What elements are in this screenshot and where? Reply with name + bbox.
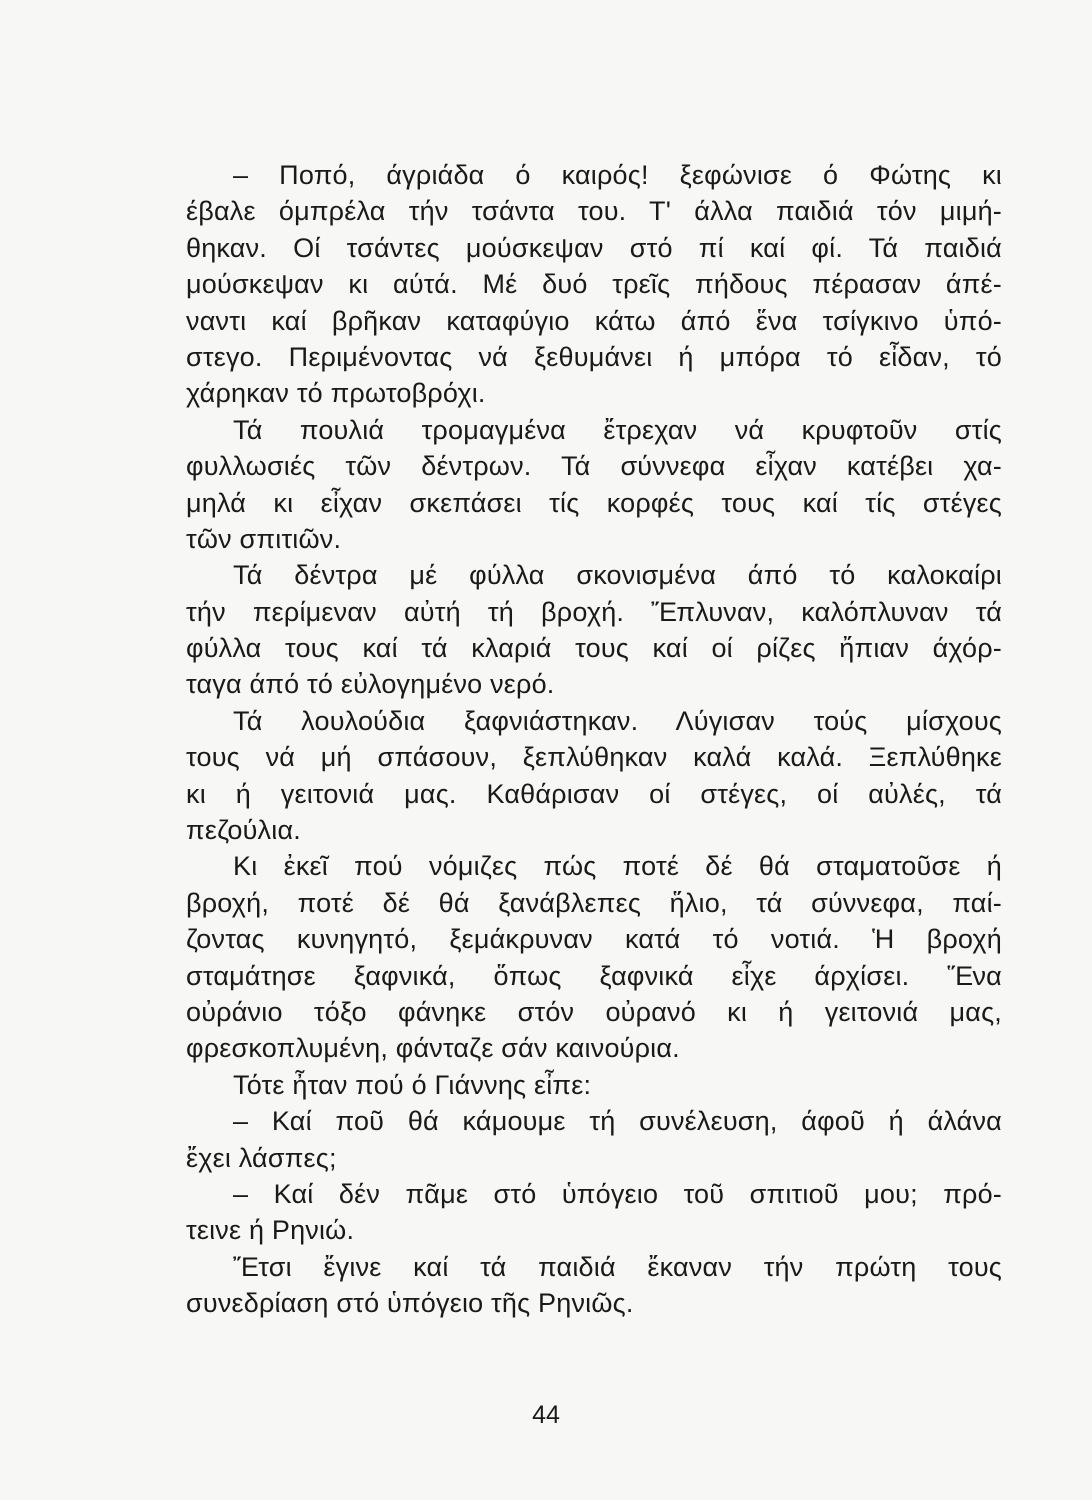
text-line: ἔχει λάσπες; [186,1142,337,1173]
text-line: ταγα άπό τό εὐλογημένο νερό. [186,669,555,700]
text-line: σταμάτησε ξαφνικά, ὅπως ξαφνικά εἶχε άρχίσει. Ἕνα [186,960,1002,991]
text-line: φρεσκοπλυμένη, φάνταζε σάν καινούρια. [186,1033,680,1064]
text-line: – Ποπό, άγριάδα ό καιρός! ξεφώνισε ό Φώτης κι [233,160,1002,190]
text-line: ναντι καί βρῆκαν καταφύγιο κάτω άπό ἕνα τσίγκινο ὑπό- [186,305,1002,336]
body-text [186,157,1002,1322]
text-line: τους νά μή σπάσουν, ξεπλύθηκαν καλά καλά. Ξεπλύθηκε [186,742,1002,773]
text-line: Τότε ἦταν πού ό Γιάννης εἶπε: [233,1069,592,1100]
text-line: Τά λουλούδια ξαφνιάστηκαν. Λύγισαν τούς μίσχους [233,705,1002,736]
text-line: Τά πουλιά τρομαγμένα ἔτρεχαν νά κρυφτοῦν στίς [233,414,1002,445]
text-line: τῶν σπιτιῶν. [186,523,342,554]
text-line: τήν περίμεναν αὐτή τή βροχή. Ἔπλυναν, καλόπλυναν τά [186,596,1002,627]
text-line: πεζούλια. [186,815,301,846]
text-line: συνεδρίαση στό ὑπόγειο τῆς Ρηνιῶς. [186,1288,634,1319]
text-line: μούσκεψαν κι αύτά. Μέ δυό τρεῖς πήδους πέρασαν άπέ- [186,269,1002,300]
text-line: θηκαν. Οί τσάντες μούσκεψαν στό πί καί φί. Τά παιδιά [186,232,1002,263]
text-line: τεινε ή Ρηνιώ. [186,1215,355,1246]
text-line: χάρηκαν τό πρωτοβρόχι. [186,378,486,409]
text-line: στεγο. Περιμένοντας νά ξεθυμάνει ή μπόρα τό εἶδαν, τό [186,341,1002,372]
text-line: – Καί ποῦ θά κάμουμε τή συνέλευση, άφοῦ ή άλάνα [233,1106,1002,1137]
text-line: – Καί δέν πᾶμε στό ὑπόγειο τοῦ σπιτιοῦ μου; πρό- [233,1178,1002,1209]
text-line: φύλλα τους καί τά κλαριά τους καί οί ρίζες ἤπιαν άχόρ- [186,633,1002,664]
text-line: μηλά κι εἶχαν σκεπάσει τίς κορφές τους καί τίς στέγες [186,487,1002,518]
text-line: φυλλωσιές τῶν δέντρων. Τά σύννεφα εἶχαν κατέβει χα- [186,451,1002,482]
text-line: οὐράνιο τόξο φάνηκε στόν οὐρανό κι ή γειτονιά μας, [186,996,1002,1027]
text-line: Κι ἐκεῖ πού νόμιζες πώς ποτέ δέ θά σταματοῦσε ή [233,851,1002,882]
text-line: έβαλε όμπρέλα τήν τσάντα του. Τ' άλλα παιδιά τόν μιμή- [186,196,1002,227]
text-line: βροχή, ποτέ δέ θά ξανάβλεπες ἥλιο, τά σύννεφα, παί- [186,887,1002,918]
text-line: Ἔτσι ἔγινε καί τά παιδιά ἔκαναν τήν πρώτη τους [233,1251,1002,1282]
page-number: 44 [532,1401,560,1429]
text-line: Τά δέντρα μέ φύλλα σκονισμένα άπό τό καλοκαίρι [233,560,1002,591]
text-line: ζοντας κυνηγητό, ξεμάκρυναν κατά τό νοτιά. Ἡ βροχή [186,924,1002,955]
text-line: κι ή γειτονιά μας. Καθάρισαν οί στέγες, οί αὐλές, τά [186,778,1002,809]
